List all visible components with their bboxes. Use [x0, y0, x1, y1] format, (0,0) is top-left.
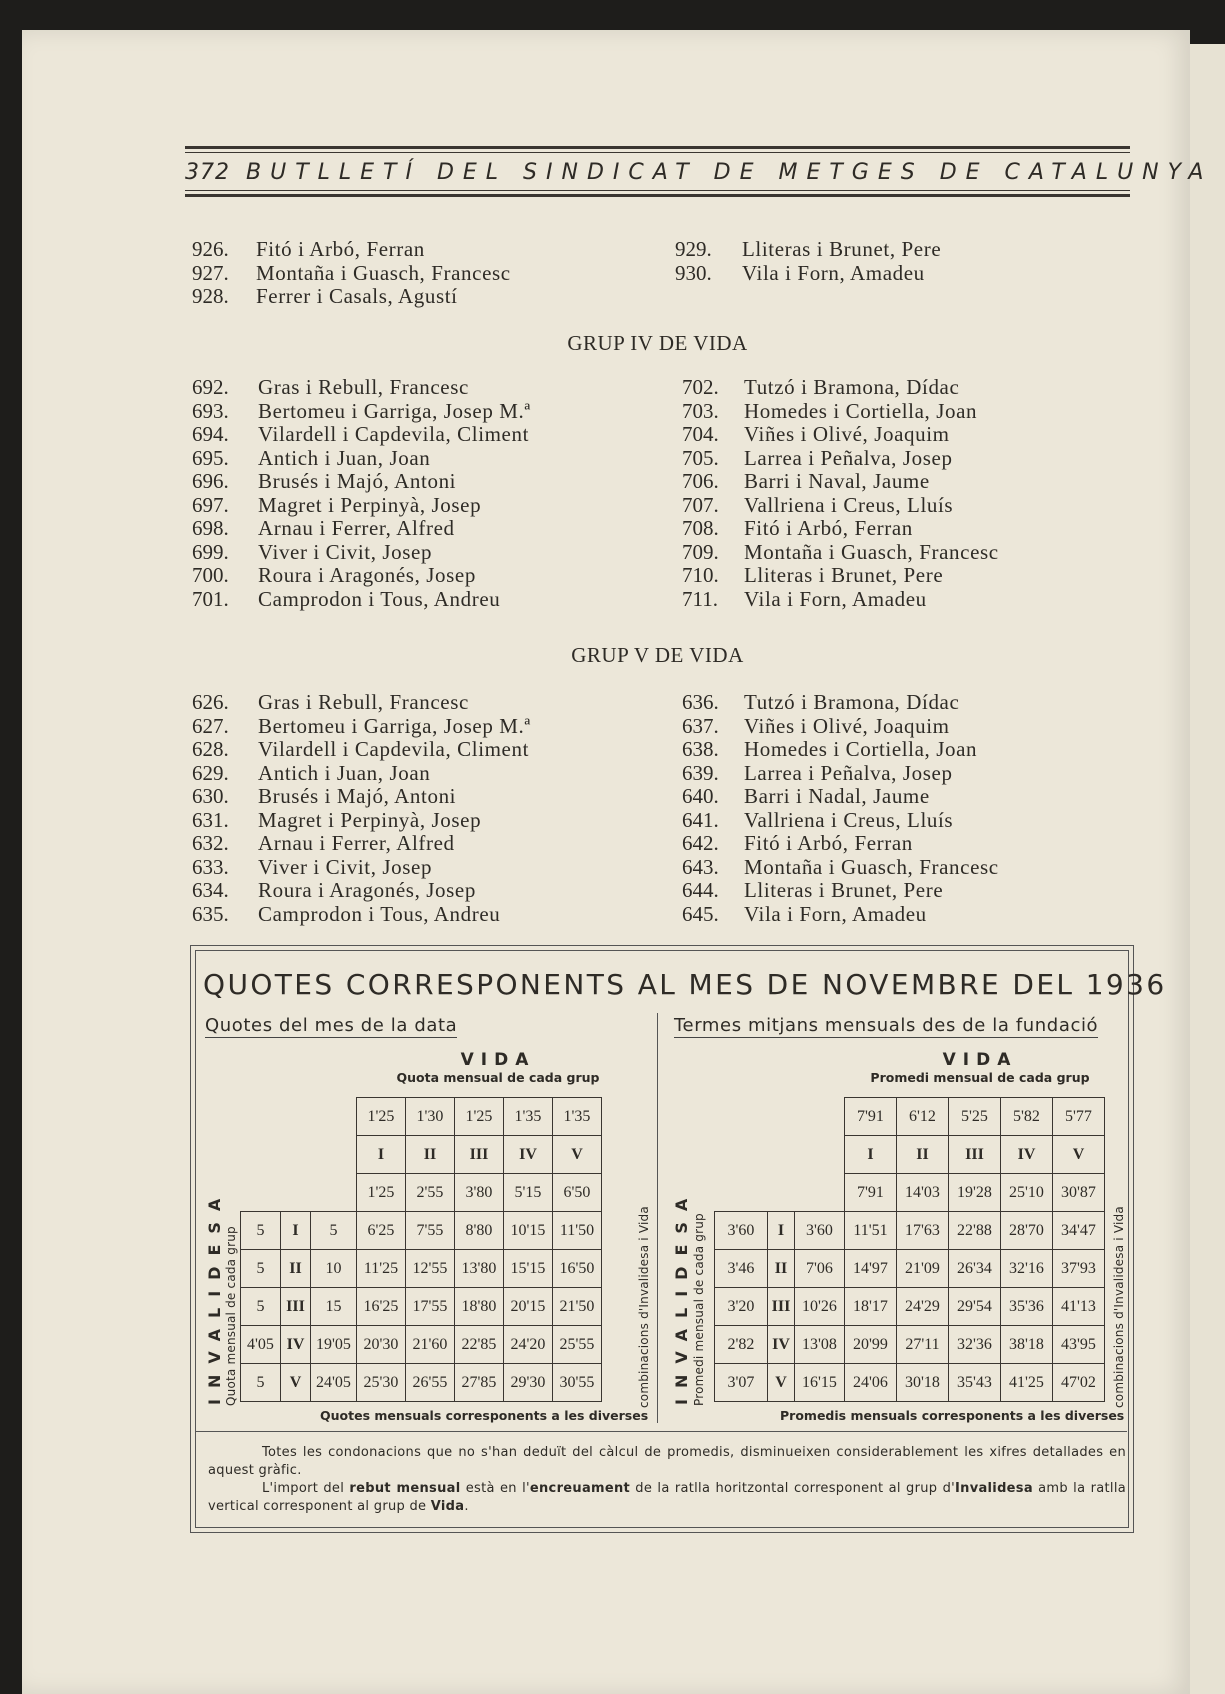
- list-item-number: 694.: [192, 422, 229, 446]
- combined-quota-cell: 27'85: [455, 1364, 504, 1402]
- vida-group-header: II: [897, 1136, 949, 1174]
- empty-cell: [768, 1174, 795, 1212]
- list-item-number: 627.: [192, 713, 229, 738]
- list-item-number: 709.: [682, 539, 719, 564]
- table-row: [715, 1288, 1105, 1326]
- combined-quota-cell: 6'25: [357, 1212, 406, 1250]
- vida-group-header: V: [553, 1136, 602, 1174]
- combined-quota-cell: 25'30: [357, 1364, 406, 1402]
- list-item-name: Bertomeu i Garriga, Josep M.ª: [258, 713, 531, 738]
- combined-quota-cell: 26'34: [949, 1250, 1001, 1288]
- combined-quota-cell: 37'93: [1053, 1250, 1105, 1288]
- vida-cumulative-cell: 19'28: [949, 1174, 1001, 1212]
- vida-quota-cell: 7'91: [845, 1098, 897, 1136]
- vida-group-header: III: [455, 1136, 504, 1174]
- list-item-number: 700.: [192, 563, 229, 587]
- empty-cell: [795, 1174, 845, 1212]
- list-item-name: Larrea i Peñalva, Josep: [744, 760, 953, 785]
- list-item-number: 695.: [192, 445, 229, 470]
- list-item-name: Gras i Rebull, Francesc: [258, 690, 469, 714]
- combined-quota-cell: 29'30: [504, 1364, 553, 1402]
- vida-group-header: V: [1053, 1136, 1105, 1174]
- list-item-number: 705.: [682, 445, 719, 470]
- combined-quota-cell: 24'06: [845, 1364, 897, 1402]
- quotes-title: QUOTES CORRESPONENTS AL MES DE NOVEMBRE DEL 1936: [203, 968, 1167, 1001]
- invalidesa-cumulative-cell: 16'15: [795, 1364, 845, 1402]
- combined-quota-cell: 18'80: [455, 1288, 504, 1326]
- list-item-name: Vallriena i Creus, Lluís: [744, 492, 954, 517]
- combined-quota-cell: 11'51: [845, 1212, 897, 1250]
- combined-quota-cell: 11'25: [357, 1250, 406, 1288]
- vida-cumulative-cell: 6'50: [553, 1174, 602, 1212]
- empty-cell: [241, 1098, 281, 1136]
- list-item-name: Roura i Aragonés, Josep: [258, 563, 476, 587]
- invalidesa-quota-cell: 5: [241, 1288, 281, 1326]
- invalidesa-quota-cell: 3'20: [715, 1288, 768, 1326]
- invalidesa-group-header: V: [768, 1364, 795, 1402]
- list-item-name: Larrea i Peñalva, Josep: [744, 445, 953, 470]
- group-iv-title: GRUP IV DE VIDA: [567, 331, 748, 355]
- table-row: [241, 1326, 602, 1364]
- invalidesa-group-header: II: [768, 1250, 795, 1288]
- list-item-name: Viver i Civit, Josep: [258, 854, 433, 879]
- combined-quota-cell: 13'80: [455, 1250, 504, 1288]
- table-row: [715, 1364, 1105, 1402]
- header-rule-bottom: [185, 194, 1130, 197]
- vida-cumulative-cell: 7'91: [845, 1174, 897, 1212]
- journal-title: BUTLLETÍ DEL SINDICAT DE METGES DE CATALUNYA: [246, 160, 1213, 185]
- vida-quota-cell: 1'25: [357, 1098, 406, 1136]
- list-item-name: Fitó i Arbó, Ferran: [744, 516, 913, 540]
- list-item-name: Vilardell i Capdevila, Climent: [258, 422, 530, 446]
- combined-quota-cell: 17'63: [897, 1212, 949, 1250]
- running-header: [185, 160, 1213, 194]
- list-item-number: 708.: [682, 516, 719, 540]
- combined-quota-cell: 30'55: [553, 1364, 602, 1402]
- table-row: [715, 1212, 1105, 1250]
- table-row: [715, 1174, 1105, 1212]
- list-item-name: Vila i Forn, Amadeu: [744, 586, 927, 611]
- vida-quota-cell: 1'30: [406, 1098, 455, 1136]
- combined-quota-cell: 34'47: [1053, 1212, 1105, 1250]
- vida-cumulative-cell: 5'15: [504, 1174, 553, 1212]
- table-row: [241, 1136, 602, 1174]
- list-item-number: 635.: [192, 901, 229, 926]
- list-item-number: 703.: [682, 398, 719, 423]
- combined-quota-cell: 35'36: [1001, 1288, 1053, 1326]
- list-item-number: 628.: [192, 737, 229, 761]
- quotes-column-divider: [657, 1013, 658, 1423]
- list-item-name: Arnau i Ferrer, Alfred: [258, 516, 455, 540]
- list-item-number: 704.: [682, 422, 719, 446]
- combined-quota-cell: 32'16: [1001, 1250, 1053, 1288]
- left-bottom-caption: Quotes mensuals corresponents a les diverses: [320, 1408, 649, 1423]
- empty-cell: [768, 1098, 795, 1136]
- invalidesa-group-header: IV: [281, 1326, 311, 1364]
- combined-quota-cell: 15'15: [504, 1250, 553, 1288]
- list-item-number: 632.: [192, 831, 229, 855]
- empty-cell: [795, 1098, 845, 1136]
- empty-cell: [715, 1136, 768, 1174]
- combined-quota-cell: 21'09: [897, 1250, 949, 1288]
- list-item-number: 629.: [192, 760, 229, 785]
- vida-quota-cell: 1'35: [504, 1098, 553, 1136]
- list-item-name: Tutzó i Bramona, Dídac: [744, 375, 960, 399]
- vida-cumulative-cell: 30'87: [1053, 1174, 1105, 1212]
- left-quotes-table: [240, 1097, 602, 1402]
- list-item-number: 702.: [682, 375, 719, 399]
- combined-quota-cell: 28'70: [1001, 1212, 1053, 1250]
- list-item-name: Arnau i Ferrer, Alfred: [258, 831, 455, 855]
- invalidesa-cumulative-cell: 15: [311, 1288, 357, 1326]
- list-item-name: Tutzó i Bramona, Dídac: [744, 690, 960, 714]
- empty-cell: [311, 1174, 357, 1212]
- table-row: [715, 1136, 1105, 1174]
- list-item-name: Viñes i Olivé, Joaquim: [744, 422, 950, 446]
- combined-quota-cell: 38'18: [1001, 1326, 1053, 1364]
- list-item-name: Magret i Perpinyà, Josep: [258, 807, 482, 832]
- vida-cumulative-cell: 2'55: [406, 1174, 455, 1212]
- footnote-2: L'import del rebut mensual està en l'encreuament de la ratlla horitzontal corresponent al grup d'Invalidesa amb la ratlla vertical corresponent al grup de Vida.: [208, 1481, 1126, 1514]
- combined-quota-cell: 14'97: [845, 1250, 897, 1288]
- vida-cumulative-cell: 14'03: [897, 1174, 949, 1212]
- list-item-name: Vila i Forn, Amadeu: [744, 901, 927, 926]
- page-number: 372: [185, 160, 230, 185]
- list-item-number: 626.: [192, 690, 229, 714]
- combined-quota-cell: 22'85: [455, 1326, 504, 1364]
- invalidesa-quota-cell: 3'60: [715, 1212, 768, 1250]
- list-item-name: Barri i Naval, Jaume: [744, 469, 930, 493]
- invalidesa-quota-cell: 4'05: [241, 1326, 281, 1364]
- combined-quota-cell: 10'15: [504, 1212, 553, 1250]
- invalidesa-cumulative-cell: 7'06: [795, 1250, 845, 1288]
- combined-quota-cell: 24'29: [897, 1288, 949, 1326]
- vida-quota-cell: 5'25: [949, 1098, 1001, 1136]
- list-item-number: 644.: [682, 878, 719, 902]
- combined-quota-cell: 27'11: [897, 1326, 949, 1364]
- list-item-number: 643.: [682, 854, 719, 879]
- right-quotes-table: [714, 1097, 1105, 1402]
- vida-group-header: I: [357, 1136, 406, 1174]
- list-item-name: Brusés i Majó, Antoni: [258, 784, 457, 808]
- table-row: [715, 1098, 1105, 1136]
- vida-cumulative-cell: 25'10: [1001, 1174, 1053, 1212]
- list-item-number: 698.: [192, 516, 229, 540]
- list-item-name: Viver i Civit, Josep: [258, 539, 433, 564]
- vida-quota-cell: 6'12: [897, 1098, 949, 1136]
- vida-quota-cell: 1'35: [553, 1098, 602, 1136]
- combined-quota-cell: 21'50: [553, 1288, 602, 1326]
- combined-quota-cell: 20'30: [357, 1326, 406, 1364]
- list-item-number: 638.: [682, 737, 719, 761]
- empty-cell: [715, 1174, 768, 1212]
- next-page-edge: [1190, 44, 1225, 1694]
- list-item-name: Antich i Juan, Joan: [258, 445, 431, 470]
- empty-cell: [311, 1136, 357, 1174]
- invalidesa-group-header: III: [768, 1288, 795, 1326]
- list-item-name: Magret i Perpinyà, Josep: [258, 492, 482, 517]
- list-item-name: Lliteras i Brunet, Pere: [744, 563, 944, 587]
- empty-cell: [311, 1098, 357, 1136]
- invalidesa-cumulative-cell: 19'05: [311, 1326, 357, 1364]
- combined-quota-cell: 30'18: [897, 1364, 949, 1402]
- combined-quota-cell: 8'80: [455, 1212, 504, 1250]
- list-item-number: 692.: [192, 375, 229, 399]
- combined-quota-cell: 43'95: [1053, 1326, 1105, 1364]
- right-vida-label: VIDA: [942, 1050, 1018, 1070]
- table-row: [241, 1250, 602, 1288]
- combined-quota-cell: 41'25: [1001, 1364, 1053, 1402]
- combined-quota-cell: 41'13: [1053, 1288, 1105, 1326]
- invalidesa-group-header: II: [281, 1250, 311, 1288]
- list-item-number: 637.: [682, 713, 719, 738]
- invalidesa-cumulative-cell: 24'05: [311, 1364, 357, 1402]
- table-row: [715, 1326, 1105, 1364]
- invalidesa-cumulative-cell: 3'60: [795, 1212, 845, 1250]
- combined-quota-cell: 47'02: [1053, 1364, 1105, 1402]
- list-item-name: Barri i Nadal, Jaume: [744, 784, 930, 808]
- left-vida-sublabel: Quota mensual de cada grup: [396, 1070, 600, 1085]
- list-item-number: 699.: [192, 539, 229, 564]
- list-item-name: Homedes i Cortiella, Joan: [744, 398, 978, 423]
- list-item-number: 697.: [192, 492, 229, 517]
- invalidesa-cumulative-cell: 5: [311, 1212, 357, 1250]
- list-item-number: 634.: [192, 878, 229, 902]
- table-row: [241, 1364, 602, 1402]
- list-item-number: 641.: [682, 807, 719, 832]
- invalidesa-quota-cell: 3'46: [715, 1250, 768, 1288]
- vida-group-header: IV: [1001, 1136, 1053, 1174]
- list-item-name: Antich i Juan, Joan: [258, 760, 431, 785]
- vida-quota-cell: 1'25: [455, 1098, 504, 1136]
- combined-quota-cell: 16'25: [357, 1288, 406, 1326]
- invalidesa-group-header: IV: [768, 1326, 795, 1364]
- footnote-1: Totes les condonacions que no s'han deduït del càlcul de promedis, disminueixen considerablement les xifres detallades en aquest gràfic.: [208, 1445, 1126, 1478]
- vida-cumulative-cell: 3'80: [455, 1174, 504, 1212]
- list-item-name: Fitó i Arbó, Ferran: [744, 831, 913, 855]
- table-row: [241, 1212, 602, 1250]
- right-bottom-caption: Promedis mensuals corresponents a les diverses: [780, 1408, 1125, 1423]
- list-item-number: 701.: [192, 586, 229, 611]
- empty-cell: [281, 1174, 311, 1212]
- list-item-name: Montaña i Guasch, Francesc: [744, 854, 999, 879]
- invalidesa-group-header: I: [281, 1212, 311, 1250]
- empty-cell: [795, 1136, 845, 1174]
- list-item-name: Camprodon i Tous, Andreu: [258, 901, 501, 926]
- combined-quota-cell: 25'55: [553, 1326, 602, 1364]
- list-item-number: 693.: [192, 398, 229, 423]
- combined-quota-cell: 16'50: [553, 1250, 602, 1288]
- empty-cell: [281, 1098, 311, 1136]
- combined-quota-cell: 24'20: [504, 1326, 553, 1364]
- list-item-number: 645.: [682, 901, 719, 926]
- combined-quota-cell: 29'54: [949, 1288, 1001, 1326]
- vida-group-header: III: [949, 1136, 1001, 1174]
- combined-quota-cell: 11'50: [553, 1212, 602, 1250]
- list-item-number: 630.: [192, 784, 229, 808]
- list-item-number: 631.: [192, 807, 229, 832]
- right-vida-sublabel: Promedi mensual de cada grup: [870, 1070, 1090, 1085]
- invalidesa-quota-cell: 5: [241, 1250, 281, 1288]
- table-row: [715, 1250, 1105, 1288]
- list-item-name: Roura i Aragonés, Josep: [258, 878, 476, 902]
- invalidesa-quota-cell: 3'07: [715, 1364, 768, 1402]
- table-row: [241, 1174, 602, 1212]
- empty-cell: [715, 1098, 768, 1136]
- list-item-name: Homedes i Cortiella, Joan: [744, 737, 978, 761]
- empty-cell: [241, 1174, 281, 1212]
- list-item-number: 636.: [682, 690, 719, 714]
- empty-cell: [241, 1136, 281, 1174]
- vida-quota-cell: 5'82: [1001, 1098, 1053, 1136]
- header-rule-top: [185, 146, 1130, 149]
- invalidesa-quota-cell: 5: [241, 1212, 281, 1250]
- vida-group-header: II: [406, 1136, 455, 1174]
- group-v-title: GRUP V DE VIDA: [571, 643, 744, 667]
- invalidesa-cumulative-cell: 10'26: [795, 1288, 845, 1326]
- combined-quota-cell: 18'17: [845, 1288, 897, 1326]
- list-item-number: 639.: [682, 760, 719, 785]
- list-item-name: Viñes i Olivé, Joaquim: [744, 713, 950, 738]
- combined-quota-cell: 17'55: [406, 1288, 455, 1326]
- list-item-name: Gras i Rebull, Francesc: [258, 375, 469, 399]
- combined-quota-cell: 22'88: [949, 1212, 1001, 1250]
- invalidesa-quota-cell: 5: [241, 1364, 281, 1402]
- combined-quota-cell: 35'43: [949, 1364, 1001, 1402]
- list-item-number: 707.: [682, 492, 719, 517]
- invalidesa-group-header: I: [768, 1212, 795, 1250]
- list-item-number: 710.: [682, 563, 719, 587]
- vida-group-header: I: [845, 1136, 897, 1174]
- header-rule-bottom-thin: [185, 190, 1130, 191]
- list-item-name: Montaña i Guasch, Francesc: [744, 539, 999, 564]
- empty-cell: [281, 1136, 311, 1174]
- list-item-name: Vallriena i Creus, Lluís: [744, 807, 954, 832]
- list-item-number: 633.: [192, 854, 229, 879]
- invalidesa-cumulative-cell: 13'08: [795, 1326, 845, 1364]
- list-item-number: 640.: [682, 784, 719, 808]
- left-vida-label: VIDA: [460, 1050, 536, 1070]
- invalidesa-cumulative-cell: 10: [311, 1250, 357, 1288]
- vida-group-header: IV: [504, 1136, 553, 1174]
- vida-quota-cell: 5'77: [1053, 1098, 1105, 1136]
- table-row: [241, 1288, 602, 1326]
- combined-quota-cell: 21'60: [406, 1326, 455, 1364]
- list-item-number: 711.: [682, 586, 718, 611]
- invalidesa-group-header: V: [281, 1364, 311, 1402]
- footnote-divider: [196, 1431, 1127, 1432]
- combined-quota-cell: 7'55: [406, 1212, 455, 1250]
- combined-quota-cell: 32'36: [949, 1326, 1001, 1364]
- list-item-name: Camprodon i Tous, Andreu: [258, 586, 501, 611]
- list-item-name: Brusés i Majó, Antoni: [258, 469, 457, 493]
- invalidesa-quota-cell: 2'82: [715, 1326, 768, 1364]
- vida-cumulative-cell: 1'25: [357, 1174, 406, 1212]
- combined-quota-cell: 20'99: [845, 1326, 897, 1364]
- combined-quota-cell: 12'55: [406, 1250, 455, 1288]
- right-subtitle: Termes mitjans mensuals des de la fundació: [674, 1015, 1099, 1036]
- list-item-name: Bertomeu i Garriga, Josep M.ª: [258, 398, 531, 423]
- list-item-number: 706.: [682, 469, 719, 493]
- header-rule-top-thin: [185, 152, 1130, 153]
- list-item-name: Lliteras i Brunet, Pere: [744, 878, 944, 902]
- left-subtitle: Quotes del mes de la data: [205, 1015, 458, 1036]
- list-item-number: 642.: [682, 831, 719, 855]
- table-row: [241, 1098, 602, 1136]
- list-item-number: 696.: [192, 469, 229, 493]
- list-item-name: Vilardell i Capdevila, Climent: [258, 737, 530, 761]
- invalidesa-group-header: III: [281, 1288, 311, 1326]
- combined-quota-cell: 20'15: [504, 1288, 553, 1326]
- combined-quota-cell: 26'55: [406, 1364, 455, 1402]
- empty-cell: [768, 1136, 795, 1174]
